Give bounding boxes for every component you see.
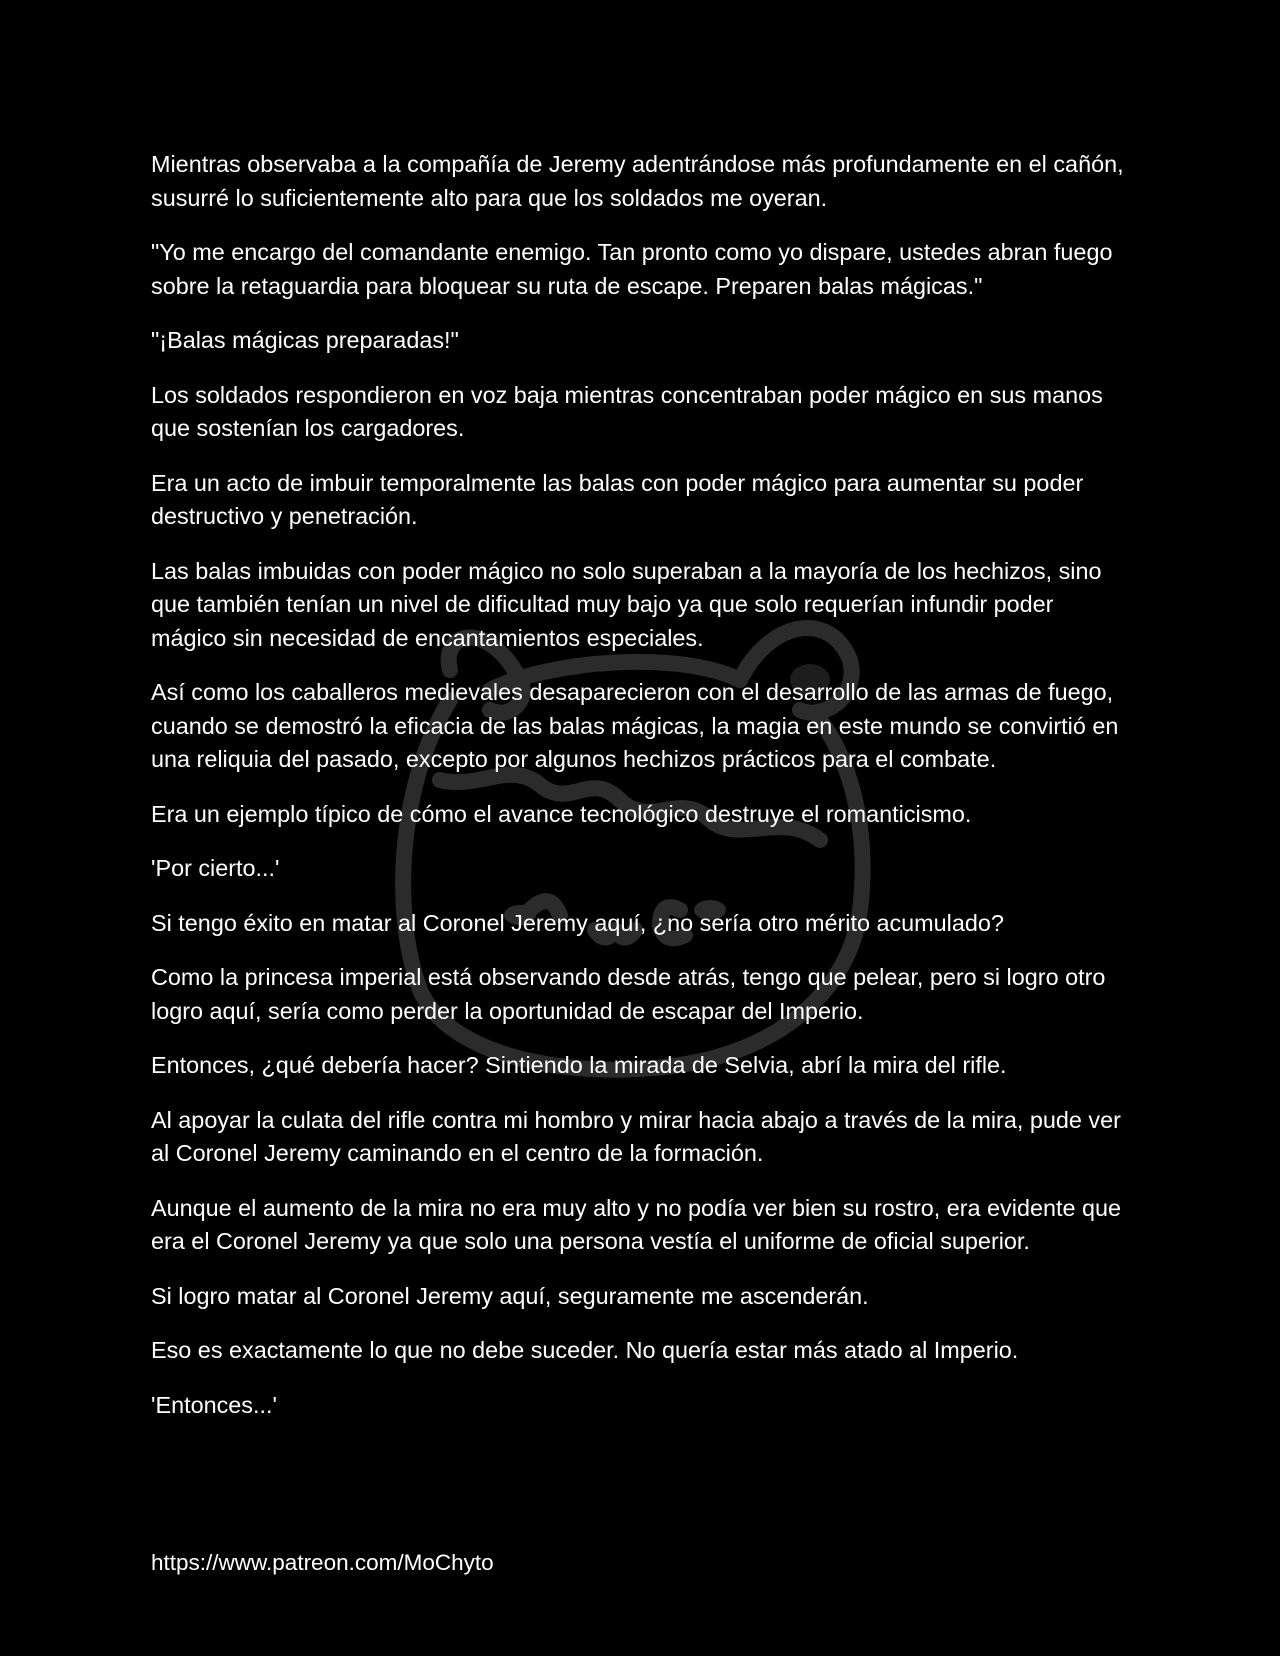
paragraph: Entonces, ¿qué debería hacer? Sintiendo la mirada de Selvia, abrí la mira del rifle. (151, 1052, 1007, 1078)
paragraph: Las balas imbuidas con poder mágico no solo superaban a la mayoría de los hechizos, sino que también tenían un nivel de dificultad muy bajo ya que solo requerían infundir poder mágico sin necesidad de encantamientos especiales. (151, 557, 1102, 651)
paragraph: Los soldados respondieron en voz baja mientras concentraban poder mágico en sus manos que sostenían los cargadores. (151, 381, 1103, 441)
paragraph: Al apoyar la culata del rifle contra mi hombro y mirar hacia abajo a través de la mira, pude ver al Coronel Jeremy caminando en el centro de la formación. (151, 1106, 1121, 1166)
chapter-text (151, 148, 1133, 1443)
paragraph: Era un acto de imbuir temporalmente las balas con poder mágico para aumentar su poder destructivo y penetración. (151, 469, 1084, 529)
paragraph: "¡Balas mágicas preparadas!" (151, 327, 459, 353)
paragraph: 'Por cierto...' (151, 855, 280, 881)
paragraph: Aunque el aumento de la mira no era muy alto y no podía ver bien su rostro, era evidente que era el Coronel Jeremy ya que solo una persona vestía el uniforme de oficial superior. (151, 1194, 1122, 1254)
paragraph: Así como los caballeros medievales desaparecieron con el desarrollo de las armas de fuego, cuando se demostró la eficacia de las balas mágicas, la magia en este mundo se convirtió en una reliquia del pasado, excepto por algunos hechizos prácticos para el combate. (151, 679, 1119, 772)
paragraph: Si tengo éxito en matar al Coronel Jeremy aquí, ¿no sería otro mérito acumulado? (151, 909, 1004, 936)
patreon-link[interactable]: https://www.patreon.com/MoChyto (151, 1550, 494, 1575)
paragraph: "Yo me encargo del comandante enemigo. Tan pronto como yo dispare, ustedes abran fuego sobre la retaguardia para bloquear su ruta de escape. Preparen balas mágicas." (151, 239, 1113, 299)
paragraph: Eso es exactamente lo que no debe suceder. No quería estar más atado al Imperio. (151, 1337, 1019, 1363)
paragraph: Era un ejemplo típico de cómo el avance tecnológico destruye el romanticismo. (151, 800, 972, 827)
paragraph: Como la princesa imperial está observando desde atrás, tengo que pelear, pero si logro otro logro aquí, sería como perder la oportunidad de escapar del Imperio. (151, 964, 1106, 1024)
paragraph: 'Entonces...' (151, 1391, 277, 1418)
paragraph: Mientras observaba a la compañía de Jeremy adentrándose más profundamente en el cañón, susurré lo suficientemente alto para que los soldados me oyeran. (151, 151, 1124, 211)
paragraph: Si logro matar al Coronel Jeremy aquí, seguramente me ascenderán. (151, 1282, 869, 1309)
